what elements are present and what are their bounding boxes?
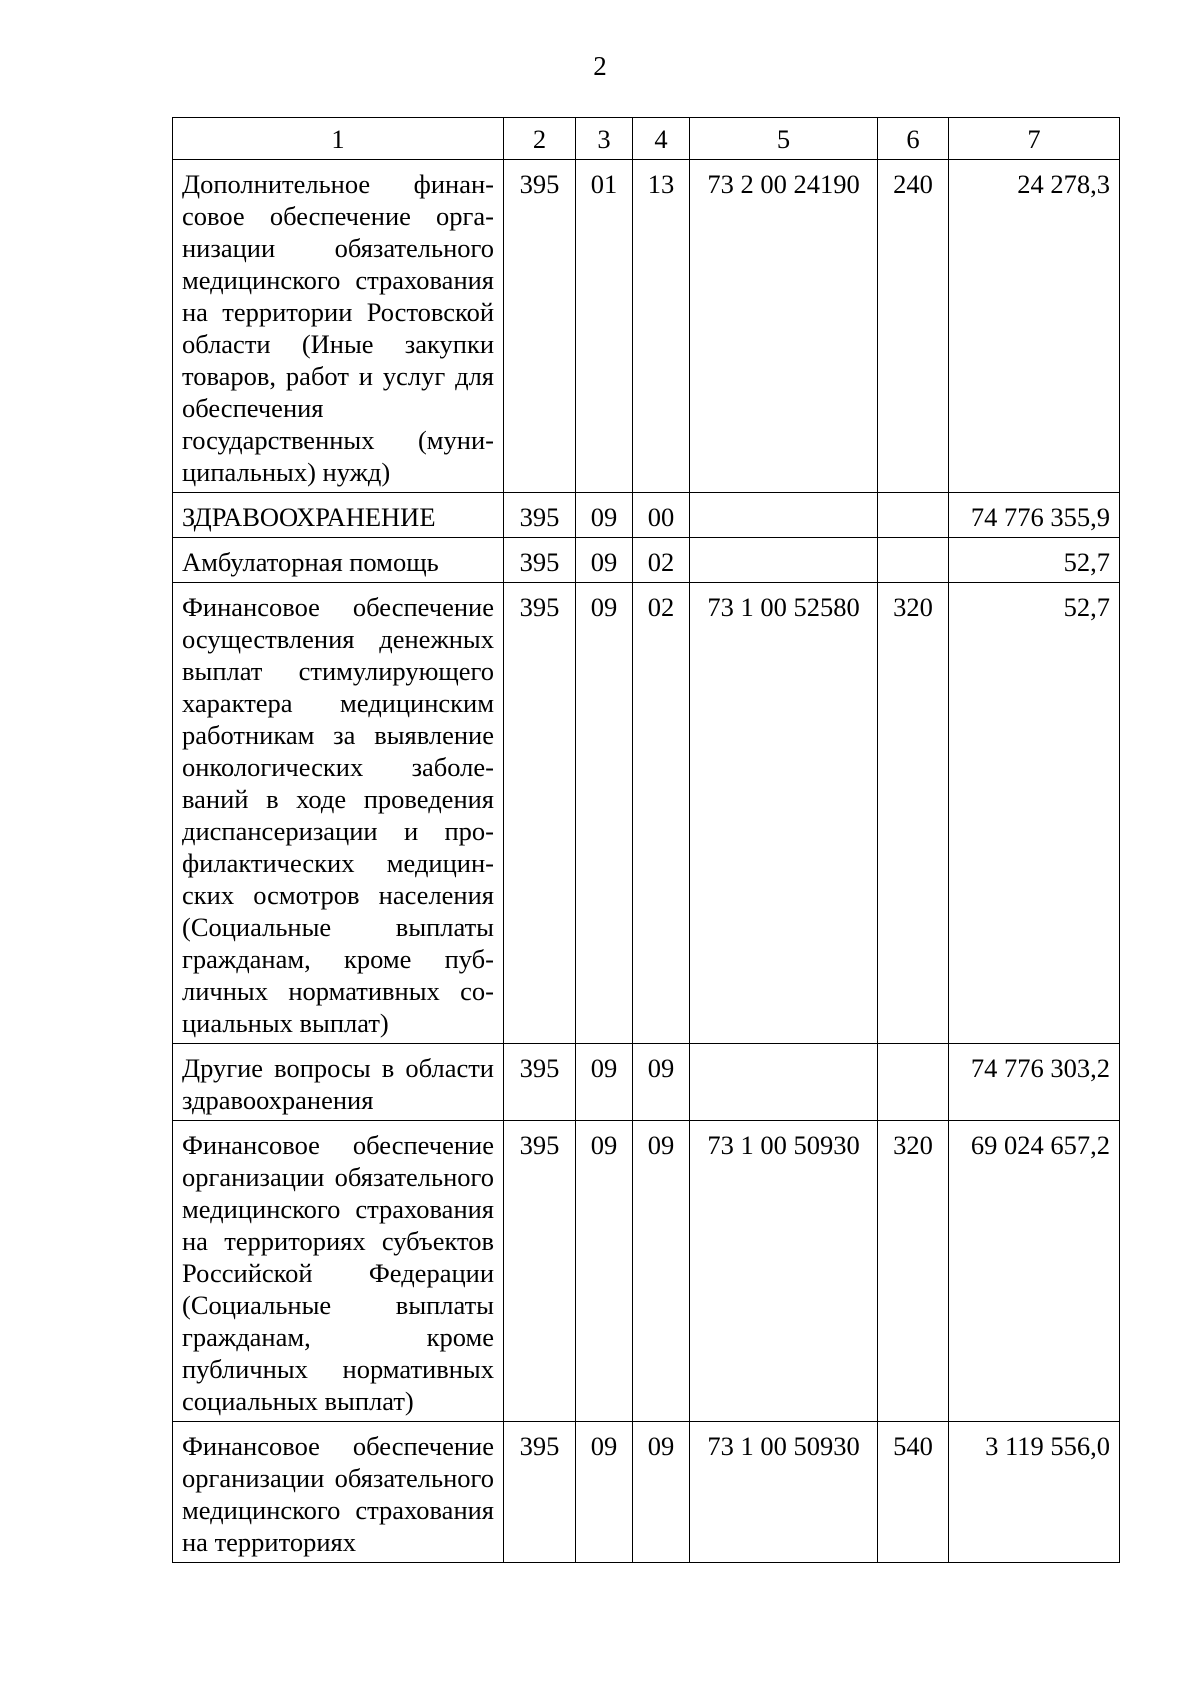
amount-cell: 52,7: [949, 583, 1120, 1044]
amount-cell: 74 776 303,2: [949, 1044, 1120, 1121]
expense-type-cell: [878, 538, 949, 583]
section-code-cell: 09: [576, 1121, 633, 1422]
section-code-cell: 09: [576, 583, 633, 1044]
ministry-code-cell: 395: [504, 160, 576, 493]
row-name-cell: Финансовое обеспечение организации обязательного медицинского страхования на территориях субъектов Российской Федерации (Социальные выплаты гражданам, кроме публичных нормативных социальных выплат): [173, 1121, 504, 1422]
row-name-cell: Дополнительное финансовое обеспечение организации обязательного медицинского страхования на территории Ростовской области (Иные закупки товаров, работ и услуг для обеспечения государственных (муниципальных) нужд): [173, 160, 504, 493]
column-header-1: 1: [173, 118, 504, 160]
row-name-cell: Финансовое обеспечение организации обязательного медицинского страхования на территориях: [173, 1422, 504, 1563]
expense-type-cell: 240: [878, 160, 949, 493]
target-article-cell: 73 2 00 24190: [690, 160, 878, 493]
section-code-cell: 09: [576, 1422, 633, 1563]
subsection-code-cell: 09: [633, 1121, 690, 1422]
table-row: [173, 493, 1120, 538]
table-row: [173, 160, 1120, 493]
expense-type-cell: [878, 1044, 949, 1121]
expense-type-cell: [878, 493, 949, 538]
row-name-cell: Другие вопросы в области здравоохранения: [173, 1044, 504, 1121]
target-article-cell: [690, 493, 878, 538]
table-row: [173, 583, 1120, 1044]
subsection-code-cell: 00: [633, 493, 690, 538]
target-article-cell: 73 1 00 50930: [690, 1422, 878, 1563]
table-header-row: [173, 118, 1120, 160]
subsection-code-cell: 13: [633, 160, 690, 493]
column-header-4: 4: [633, 118, 690, 160]
subsection-code-cell: 09: [633, 1044, 690, 1121]
amount-cell: 24 278,3: [949, 160, 1120, 493]
table-row: [173, 538, 1120, 583]
section-code-cell: 09: [576, 538, 633, 583]
column-header-5: 5: [690, 118, 878, 160]
section-code-cell: 09: [576, 1044, 633, 1121]
column-header-6: 6: [878, 118, 949, 160]
target-article-cell: 73 1 00 50930: [690, 1121, 878, 1422]
target-article-cell: [690, 1044, 878, 1121]
target-article-cell: [690, 538, 878, 583]
target-article-cell: 73 1 00 52580: [690, 583, 878, 1044]
amount-cell: 52,7: [949, 538, 1120, 583]
page-number: 2: [593, 51, 607, 81]
table-row: [173, 1121, 1120, 1422]
amount-cell: 3 119 556,0: [949, 1422, 1120, 1563]
section-code-cell: 01: [576, 160, 633, 493]
row-name-cell: ЗДРАВООХРАНЕНИЕ: [173, 493, 504, 538]
ministry-code-cell: 395: [504, 1422, 576, 1563]
subsection-code-cell: 02: [633, 583, 690, 1044]
expense-type-cell: 320: [878, 583, 949, 1044]
ministry-code-cell: 395: [504, 583, 576, 1044]
table-row: [173, 1044, 1120, 1121]
ministry-code-cell: 395: [504, 538, 576, 583]
row-name-cell: Амбулаторная помощь: [173, 538, 504, 583]
amount-cell: 74 776 355,9: [949, 493, 1120, 538]
ministry-code-cell: 395: [504, 1044, 576, 1121]
column-header-2: 2: [504, 118, 576, 160]
column-header-7: 7: [949, 118, 1120, 160]
expense-type-cell: 320: [878, 1121, 949, 1422]
amount-cell: 69 024 657,2: [949, 1121, 1120, 1422]
ministry-code-cell: 395: [504, 493, 576, 538]
budget-table: [172, 117, 1120, 1563]
subsection-code-cell: 02: [633, 538, 690, 583]
subsection-code-cell: 09: [633, 1422, 690, 1563]
table-row: [173, 1422, 1120, 1563]
row-name-cell: Финансовое обеспечение осуществления денежных выплат стимулирующего характера медицинским работникам за выявление онкологических заболеваний в ходе проведения диспансеризации и профилактических медицинских осмотров населения (Социальные выплаты гражданам, кроме публичных нормативных социальных выплат): [173, 583, 504, 1044]
column-header-3: 3: [576, 118, 633, 160]
ministry-code-cell: 395: [504, 1121, 576, 1422]
section-code-cell: 09: [576, 493, 633, 538]
expense-type-cell: 540: [878, 1422, 949, 1563]
